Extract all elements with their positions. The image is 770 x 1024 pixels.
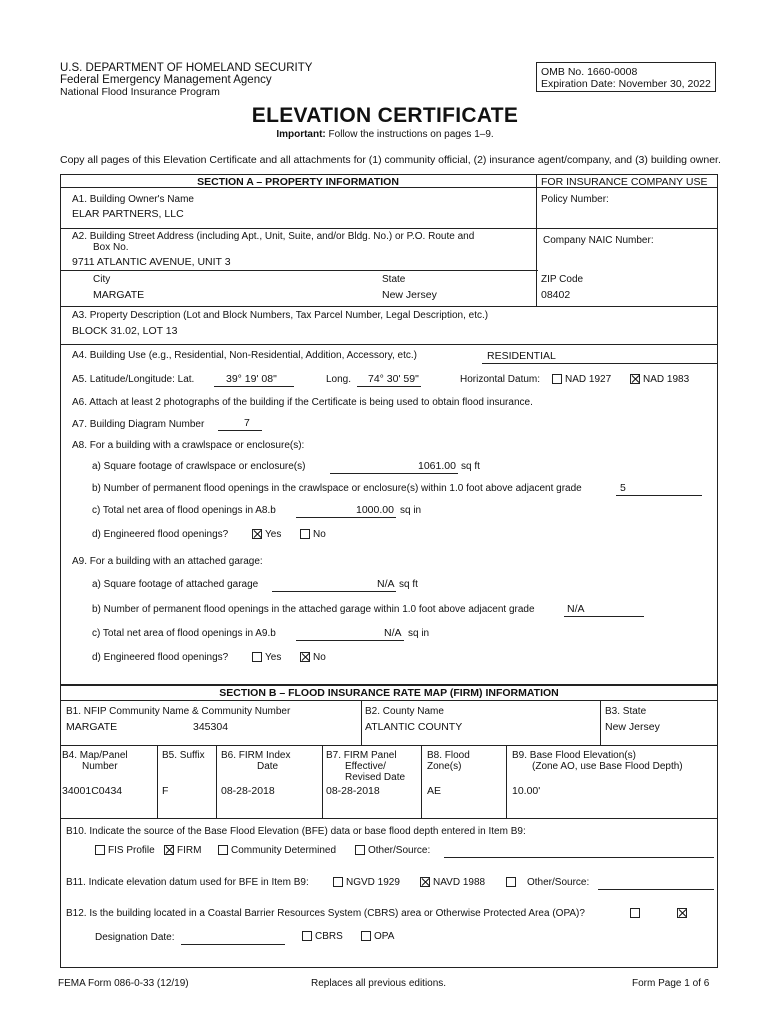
fis-text: FIS Profile bbox=[108, 845, 155, 856]
page-number: Form Page 1 of 6 bbox=[632, 978, 710, 989]
navd-text: NAVD 1988 bbox=[433, 877, 486, 888]
b9-base-flood-elevation[interactable]: 10.00' bbox=[512, 785, 541, 797]
state-label: State bbox=[382, 274, 406, 285]
section-a-title: SECTION A – PROPERTY INFORMATION bbox=[197, 176, 399, 188]
b3-label: B3. State bbox=[605, 706, 647, 717]
a9a-unit: sq ft bbox=[399, 579, 418, 590]
omb-box bbox=[536, 62, 716, 92]
a8c-value[interactable]: 1000.00 bbox=[356, 504, 394, 516]
b10-community-option[interactable] bbox=[218, 845, 336, 856]
omb-number: OMB No. 1660-0008 bbox=[541, 66, 638, 78]
a5-label: A5. Latitude/Longitude: Lat. bbox=[72, 374, 195, 385]
a9d-yes-text: Yes bbox=[265, 652, 282, 663]
b12-label: B12. Is the building located in a Coastal Barrier Resources System (CBRS) area or Otherwise Protected Area (OPA)? bbox=[66, 908, 585, 919]
a8a-unit: sq ft bbox=[461, 461, 480, 472]
b2-county-name[interactable]: ATLANTIC COUNTY bbox=[365, 721, 463, 733]
insurance-use-title: FOR INSURANCE COMPANY USE bbox=[541, 176, 708, 188]
nad1983-option[interactable] bbox=[630, 374, 689, 385]
a9c-label: c) Total net area of flood openings in A9.b bbox=[92, 628, 276, 639]
a5-long-label: Long. bbox=[326, 374, 352, 385]
b6-firm-index-date[interactable]: 08-28-2018 bbox=[221, 785, 275, 797]
b11-other-option[interactable] bbox=[506, 877, 589, 888]
important-note bbox=[0, 129, 770, 140]
a8d-no-text: No bbox=[313, 529, 326, 540]
b1-label: B1. NFIP Community Name & Community Number bbox=[66, 706, 291, 717]
opa-option[interactable] bbox=[361, 931, 394, 942]
agency-name: Federal Emergency Management Agency bbox=[60, 74, 272, 86]
cbrs-checkbox[interactable] bbox=[302, 931, 312, 941]
b5-label: B5. Suffix bbox=[162, 750, 205, 761]
ngvd-checkbox[interactable] bbox=[333, 877, 343, 887]
b10-other-checkbox[interactable] bbox=[355, 845, 365, 855]
opa-checkbox[interactable] bbox=[361, 931, 371, 941]
a8d-label: d) Engineered flood openings? bbox=[92, 529, 229, 540]
nad1983-checkbox[interactable] bbox=[630, 374, 640, 384]
b5-suffix[interactable]: F bbox=[162, 785, 169, 797]
a7-diagram-number[interactable]: 7 bbox=[244, 417, 250, 429]
replaces-note: Replaces all previous editions. bbox=[311, 978, 447, 989]
a8a-value[interactable]: 1061.00 bbox=[418, 460, 456, 472]
a8b-label: b) Number of permanent flood openings in the crawlspace or enclosure(s) within 1.0 foot above adjacent grade bbox=[92, 483, 582, 494]
a9d-no-option[interactable] bbox=[300, 652, 326, 663]
b9-label: B9. Base Flood Elevation(s) bbox=[512, 750, 636, 761]
a9-label: A9. For a building with an attached garage: bbox=[72, 556, 263, 567]
b1-community-number[interactable]: 345304 bbox=[193, 721, 229, 733]
a2-label-line2: Box No. bbox=[93, 242, 129, 253]
ngvd-text: NGVD 1929 bbox=[346, 877, 400, 888]
b7-firm-panel-date[interactable]: 08-28-2018 bbox=[326, 785, 380, 797]
section-b-title: SECTION B – FLOOD INSURANCE RATE MAP (FIRM) INFORMATION bbox=[219, 687, 559, 699]
zip-label: ZIP Code bbox=[541, 274, 584, 285]
designation-date-label: Designation Date: bbox=[95, 932, 175, 943]
firm-text: FIRM bbox=[177, 845, 202, 856]
b3-state[interactable]: New Jersey bbox=[605, 721, 660, 733]
department-name: U.S. DEPARTMENT OF HOMELAND SECURITY bbox=[60, 62, 313, 74]
zip-value[interactable]: 08402 bbox=[541, 289, 571, 301]
cbrs-text: CBRS bbox=[315, 931, 343, 942]
a9d-yes-checkbox[interactable] bbox=[252, 652, 262, 662]
b10-other-option[interactable] bbox=[355, 845, 430, 856]
b1-community-name[interactable]: MARGATE bbox=[66, 721, 118, 733]
a9d-yes-option[interactable] bbox=[252, 652, 281, 663]
b4-label-line2: Number bbox=[82, 761, 118, 772]
agency-block bbox=[60, 62, 312, 98]
b4-map-panel-number[interactable]: 34001C0434 bbox=[62, 785, 123, 797]
important-text: Follow the instructions on pages 1–9. bbox=[325, 129, 494, 140]
a8d-no-checkbox[interactable] bbox=[300, 529, 310, 539]
a1-label: A1. Building Owner's Name bbox=[72, 194, 194, 205]
state-value[interactable]: New Jersey bbox=[382, 289, 437, 301]
a8a-label: a) Square footage of crawlspace or enclosure(s) bbox=[92, 461, 306, 472]
b12-yes-option[interactable] bbox=[630, 908, 643, 919]
a9d-no-text: No bbox=[313, 652, 326, 663]
policy-number-label: Policy Number: bbox=[541, 194, 609, 205]
navd-checkbox[interactable] bbox=[420, 877, 430, 887]
b10-firm-option[interactable] bbox=[164, 845, 201, 856]
a8c-label: c) Total net area of flood openings in A8.b bbox=[92, 505, 276, 516]
nad1927-option[interactable] bbox=[552, 374, 611, 385]
b12-yes-checkbox[interactable] bbox=[630, 908, 640, 918]
nad1927-checkbox[interactable] bbox=[552, 374, 562, 384]
a3-property-description[interactable]: BLOCK 31.02, LOT 13 bbox=[72, 325, 178, 337]
page-title: ELEVATION CERTIFICATE bbox=[251, 104, 519, 127]
a9c-unit: sq in bbox=[408, 628, 430, 639]
form-number: FEMA Form 086-0-33 (12/19) bbox=[58, 978, 189, 989]
b6-label-line2: Date bbox=[257, 761, 279, 772]
a9a-value[interactable]: N/A bbox=[377, 578, 395, 590]
b7-label-line3: Revised Date bbox=[345, 772, 406, 783]
cbrs-option[interactable] bbox=[302, 931, 343, 942]
b6-label: B6. FIRM Index bbox=[221, 750, 291, 761]
a3-label: A3. Property Description (Lot and Block Numbers, Tax Parcel Number, Legal Description, etc.) bbox=[72, 310, 489, 321]
fis-checkbox[interactable] bbox=[95, 845, 105, 855]
b2-label: B2. County Name bbox=[365, 706, 444, 717]
a8-label: A8. For a building with a crawlspace or enclosure(s): bbox=[72, 440, 305, 451]
a8d-yes-option[interactable] bbox=[252, 529, 281, 540]
community-text: Community Determined bbox=[231, 845, 337, 856]
a2-street-address[interactable]: 9711 ATLANTIC AVENUE, UNIT 3 bbox=[72, 256, 231, 268]
b12-no-option[interactable] bbox=[677, 908, 690, 919]
b8-flood-zone[interactable]: AE bbox=[427, 785, 442, 797]
b11-navd-option[interactable] bbox=[420, 877, 485, 888]
b7-label-line2: Effective/ bbox=[345, 761, 386, 772]
a5-latitude[interactable]: 39° 19' 08" bbox=[226, 373, 277, 385]
a7-label: A7. Building Diagram Number bbox=[72, 419, 205, 430]
a2-label: A2. Building Street Address (including Apt., Unit, Suite, and/or Bldg. No.) or P.O. Route and bbox=[72, 231, 475, 242]
b8-label-line2: Zone(s) bbox=[427, 761, 462, 772]
city-value[interactable]: MARGATE bbox=[93, 289, 145, 301]
city-label: City bbox=[93, 274, 111, 285]
firm-checkbox[interactable] bbox=[164, 845, 174, 855]
expiration-date: Expiration Date: November 30, 2022 bbox=[541, 78, 711, 90]
b4-label: B4. Map/Panel bbox=[62, 750, 128, 761]
a4-building-use[interactable]: RESIDENTIAL bbox=[487, 350, 556, 362]
program-name: National Flood Insurance Program bbox=[60, 86, 220, 98]
b8-label: B8. Flood bbox=[427, 750, 470, 761]
b11-other-checkbox[interactable] bbox=[506, 877, 516, 887]
community-checkbox[interactable] bbox=[218, 845, 228, 855]
b12-no-checkbox[interactable] bbox=[677, 908, 687, 918]
a6-label: A6. Attach at least 2 photographs of the building if the Certificate is being used to obtain flood insurance. bbox=[72, 397, 533, 408]
a4-label: A4. Building Use (e.g., Residential, Non-Residential, Addition, Accessory, etc.) bbox=[72, 350, 417, 361]
a9c-value[interactable]: N/A bbox=[384, 627, 402, 639]
a9a-label: a) Square footage of attached garage bbox=[92, 579, 259, 590]
nad1983-text: NAD 1983 bbox=[643, 374, 690, 385]
a8d-yes-checkbox[interactable] bbox=[252, 529, 262, 539]
b9-label-line2: (Zone AO, use Base Flood Depth) bbox=[532, 761, 683, 772]
opa-text: OPA bbox=[374, 931, 395, 942]
a8b-value[interactable]: 5 bbox=[620, 482, 626, 494]
b10-other-text: Other/Source: bbox=[368, 845, 431, 856]
a1-owner-name[interactable]: ELAR PARTNERS, LLC bbox=[72, 208, 184, 220]
a9b-value[interactable]: N/A bbox=[567, 603, 585, 615]
naic-label: Company NAIC Number: bbox=[543, 235, 654, 246]
a8c-unit: sq in bbox=[400, 505, 422, 516]
a9d-no-checkbox[interactable] bbox=[300, 652, 310, 662]
important-label: Important: bbox=[276, 129, 326, 140]
b10-label: B10. Indicate the source of the Base Flood Elevation (BFE) data or base flood depth entered in Item B9: bbox=[66, 826, 526, 837]
nad1927-text: NAD 1927 bbox=[565, 374, 612, 385]
b11-label: B11. Indicate elevation datum used for BFE in Item B9: bbox=[66, 877, 309, 888]
b7-label: B7. FIRM Panel bbox=[326, 750, 397, 761]
b10-fis-option[interactable] bbox=[95, 845, 155, 856]
copy-instructions: Copy all pages of this Elevation Certificate and all attachments for (1) community official, (2) insurance agent/company, and (3) building owner. bbox=[60, 154, 721, 166]
a8d-yes-text: Yes bbox=[265, 529, 282, 540]
a8d-no-option[interactable] bbox=[300, 529, 326, 540]
a9d-label: d) Engineered flood openings? bbox=[92, 652, 229, 663]
horizontal-datum-label: Horizontal Datum: bbox=[460, 374, 541, 385]
b11-other-text: Other/Source: bbox=[527, 877, 590, 888]
a5-longitude[interactable]: 74° 30' 59" bbox=[368, 373, 419, 385]
b11-ngvd-option[interactable] bbox=[333, 877, 400, 888]
a9b-label: b) Number of permanent flood openings in the attached garage within 1.0 foot above adjacent grade bbox=[92, 604, 535, 615]
